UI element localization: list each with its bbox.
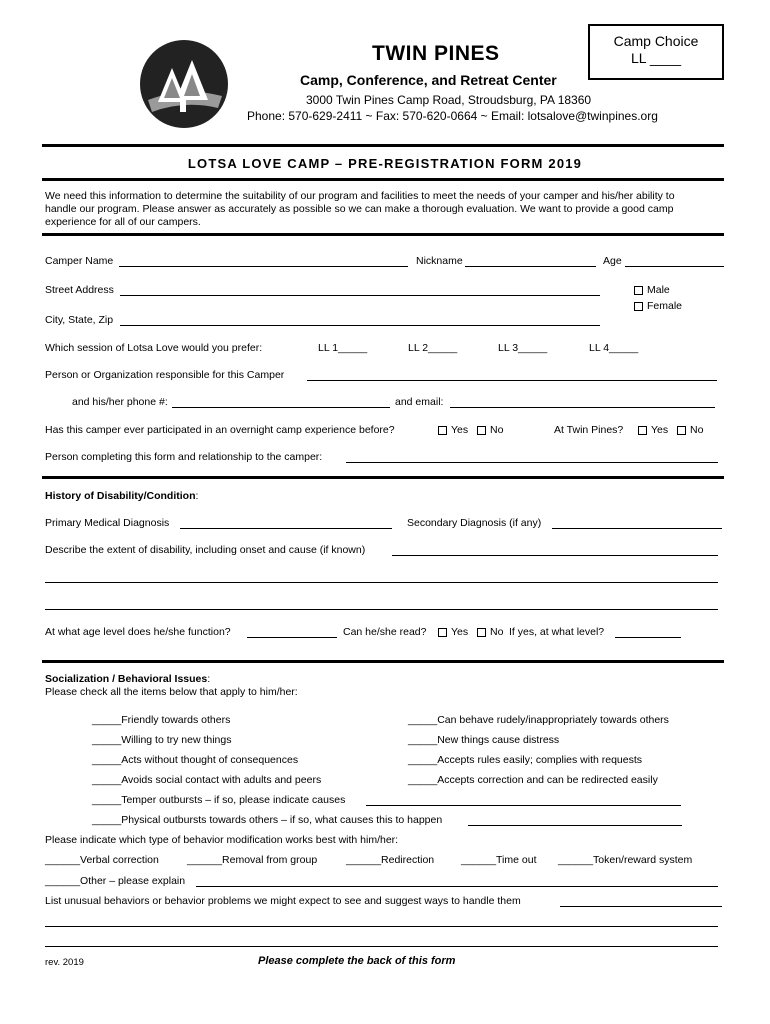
female-checkbox[interactable] [634, 302, 643, 311]
twinpines-yes-checkbox[interactable] [638, 426, 647, 435]
read-level-input[interactable] [615, 637, 681, 638]
temper-outbursts-input[interactable] [366, 805, 681, 806]
city-state-zip-label: City, State, Zip [45, 314, 114, 326]
street-address-input[interactable] [120, 295, 600, 296]
male-label: Male [647, 284, 670, 296]
age-input[interactable] [625, 266, 724, 267]
phone-label: and his/her phone #: [72, 396, 168, 408]
read-no[interactable]: No [477, 626, 503, 638]
temper-outbursts-item[interactable]: _____Temper outbursts – if so, please indicate causes [92, 794, 346, 806]
female-label: Female [647, 300, 683, 312]
social-rule [42, 660, 724, 663]
mod-option[interactable]: ______Token/reward system [558, 854, 693, 866]
read-yes-checkbox[interactable] [438, 628, 447, 637]
completing-label: Person completing this form and relationship to the camper: [45, 451, 323, 463]
twinpines-yes[interactable]: Yes [638, 424, 668, 436]
revision-label: rev. 2019 [45, 957, 84, 968]
behavior-item[interactable]: _____Can behave rudely/inappropriately towards others [408, 714, 669, 726]
modification-label: Please indicate which type of behavior modification works best with him/her: [45, 834, 399, 846]
describe-label: Describe the extent of disability, including onset and cause (if known) [45, 544, 366, 556]
secondary-diagnosis-input[interactable] [552, 528, 722, 529]
behavior-item[interactable]: _____Accepts rules easily; complies with requests [408, 754, 643, 766]
completing-input[interactable] [346, 462, 718, 463]
form-title: LOTSA LOVE CAMP – PRE-REGISTRATION FORM 2019 [187, 156, 583, 171]
title-rule-bottom [42, 178, 724, 181]
age-label: Age [603, 255, 622, 267]
overnight-no-checkbox[interactable] [477, 426, 486, 435]
email-input[interactable] [450, 407, 715, 408]
social-instruction: Please check all the items below that apply to him/her: [45, 686, 298, 698]
overnight-yes-checkbox[interactable] [438, 426, 447, 435]
city-state-zip-input[interactable] [120, 325, 600, 326]
mod-option[interactable]: ______Time out [461, 854, 537, 866]
unusual-behaviors-input-3[interactable] [45, 946, 718, 947]
read-yes[interactable]: Yes [438, 626, 468, 638]
overnight-no[interactable]: No [477, 424, 503, 436]
mod-option[interactable]: ______Verbal correction [45, 854, 159, 866]
camp-choice-box[interactable] [588, 24, 724, 80]
history-rule [42, 476, 724, 479]
behavior-item[interactable]: _____Acts without thought of consequences [92, 754, 299, 766]
nickname-input[interactable] [465, 266, 596, 267]
twinpines-label: At Twin Pines? [554, 424, 624, 436]
street-address-label: Street Address [45, 284, 114, 296]
behavior-item[interactable]: _____Avoids social contact with adults and peers [92, 774, 322, 786]
camp-choice-label: Camp Choice [613, 33, 699, 49]
camper-name-label: Camper Name [45, 255, 114, 267]
camp-choice-field[interactable]: LL ____ [630, 50, 682, 66]
function-age-input[interactable] [247, 637, 337, 638]
mod-option[interactable]: ______Removal from group [187, 854, 318, 866]
responsible-input[interactable] [307, 380, 717, 381]
session-ll3[interactable]: LL 3_____ [498, 342, 548, 354]
org-contact: Phone: 570-629-2411 ~ Fax: 570-620-0664 ~ Email: lotsalove@twinpines.org [247, 109, 658, 123]
intro-line-3: experience for all of our campers. [45, 216, 201, 228]
session-ll1[interactable]: LL 1_____ [318, 342, 368, 354]
responsible-label: Person or Organization responsible for this Camper [45, 369, 285, 381]
mod-option[interactable]: ______Redirection [346, 854, 435, 866]
email-label: and email: [395, 396, 444, 408]
can-read-label: Can he/she read? [343, 626, 427, 638]
read-level-label: If yes, at what level? [509, 626, 605, 638]
session-ll2[interactable]: LL 2_____ [408, 342, 458, 354]
primary-diagnosis-label: Primary Medical Diagnosis [45, 517, 170, 529]
male-option[interactable] [634, 284, 670, 296]
unusual-behaviors-input-2[interactable] [45, 926, 718, 927]
back-of-form-note: Please complete the back of this form [258, 955, 456, 967]
social-heading: Socialization / Behavioral Issues: [45, 673, 211, 685]
behavior-item[interactable]: _____Friendly towards others [92, 714, 231, 726]
nickname-label: Nickname [416, 255, 463, 267]
overnight-question: Has this camper ever participated in an overnight camp experience before? [45, 424, 395, 436]
session-ll4[interactable]: LL 4_____ [589, 342, 639, 354]
behavior-item[interactable]: _____Willing to try new things [92, 734, 232, 746]
describe-input-2[interactable] [45, 582, 718, 583]
secondary-diagnosis-label: Secondary Diagnosis (if any) [407, 517, 542, 529]
history-heading: History of Disability/Condition: [45, 490, 199, 502]
session-question: Which session of Lotsa Love would you prefer: [45, 342, 263, 354]
title-rule-top [42, 144, 724, 147]
overnight-yes[interactable]: Yes [438, 424, 468, 436]
org-subtitle: Camp, Conference, and Retreat Center [300, 72, 557, 88]
unusual-behaviors-label: List unusual behaviors or behavior problems we might expect to see and suggest ways to handle them [45, 895, 521, 907]
read-no-checkbox[interactable] [477, 628, 486, 637]
intro-rule [42, 233, 724, 236]
female-option[interactable] [634, 300, 682, 312]
twinpines-no[interactable]: No [677, 424, 703, 436]
physical-outbursts-item[interactable]: _____Physical outbursts towards others – if so, what causes this to happen [92, 814, 443, 826]
intro-line-2: handle our program. Please answer as accurately as possible so we can make a thorough evaluation. We want to provide a good camp [45, 203, 674, 215]
intro-line-1: We need this information to determine the suitability of our program and facilities to meet the needs of your camper and his/her ability to [45, 190, 675, 202]
unusual-behaviors-input-1[interactable] [560, 906, 722, 907]
phone-input[interactable] [172, 407, 390, 408]
camper-name-input[interactable] [119, 266, 408, 267]
describe-input-1[interactable] [392, 555, 718, 556]
physical-outbursts-input[interactable] [468, 825, 682, 826]
describe-input-3[interactable] [45, 609, 718, 610]
org-name: TWIN PINES [372, 42, 500, 65]
other-input[interactable] [196, 886, 718, 887]
behavior-item[interactable]: _____New things cause distress [408, 734, 560, 746]
behavior-item[interactable]: _____Accepts correction and can be redirected easily [408, 774, 658, 786]
twinpines-no-checkbox[interactable] [677, 426, 686, 435]
male-checkbox[interactable] [634, 286, 643, 295]
twin-pines-logo [138, 38, 230, 130]
function-age-label: At what age level does he/she function? [45, 626, 231, 638]
org-address: 3000 Twin Pines Camp Road, Stroudsburg, PA 18360 [306, 93, 592, 107]
other-option[interactable]: ______Other – please explain [45, 875, 186, 887]
primary-diagnosis-input[interactable] [180, 528, 392, 529]
